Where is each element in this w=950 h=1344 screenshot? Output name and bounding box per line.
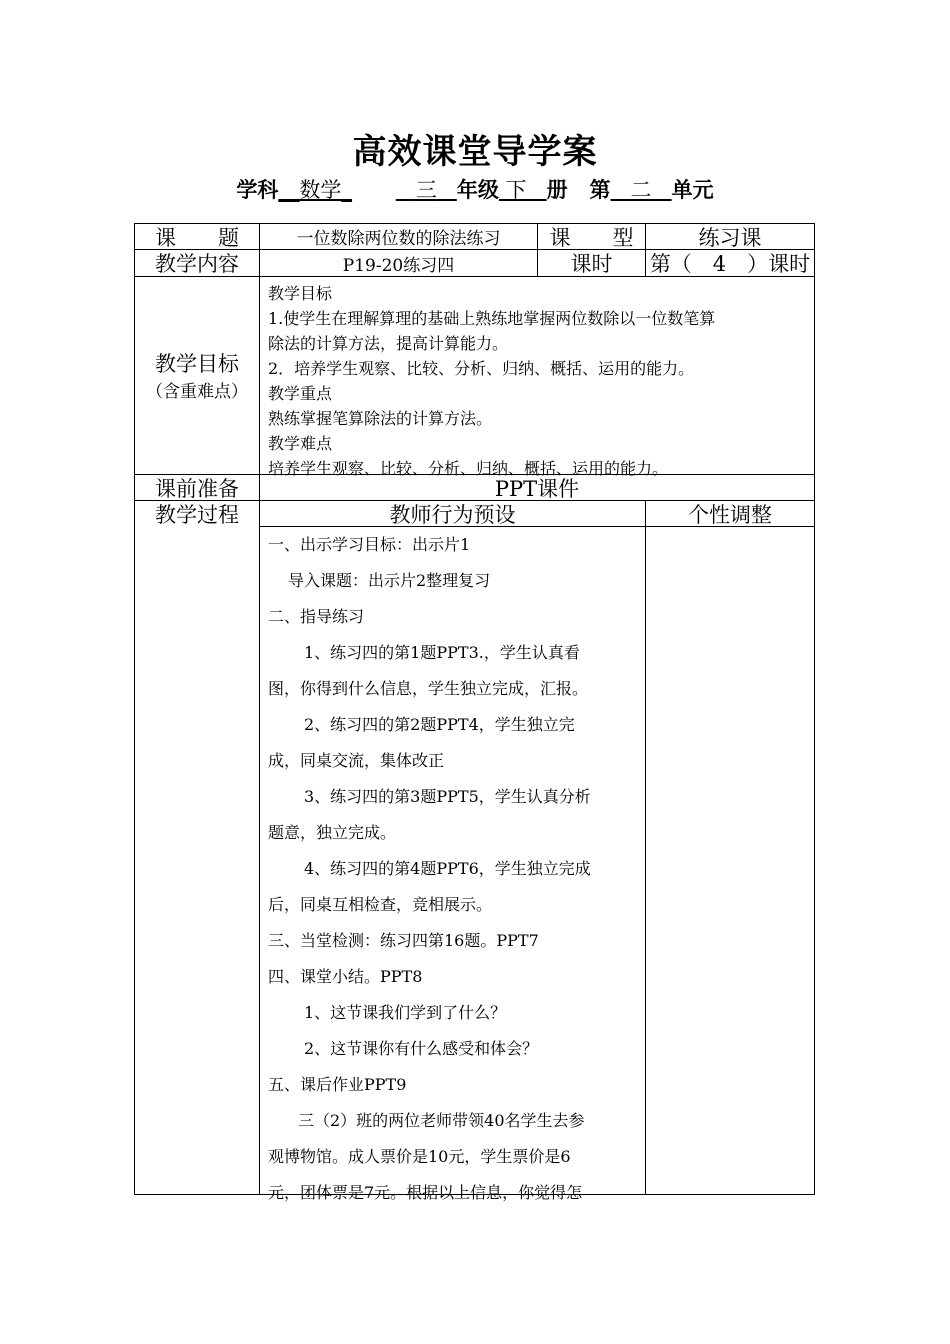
process-line: 观博物馆。成人票价是10元，学生票价是6	[268, 1147, 571, 1166]
process-text	[268, 527, 640, 1211]
subject-value: __数学_	[278, 178, 352, 202]
document-title: 高效课堂导学案	[352, 132, 598, 172]
objective-line: 1.使学生在理解算理的基础上熟练地掌握两位数除以一位数笔算	[268, 309, 716, 328]
process-line: 后，同桌互相检查，竞相展示。	[268, 895, 493, 914]
process-line: 2、这节课你有什么感受和体会？	[304, 1039, 539, 1058]
objective-line: 培养学生观察、比较、分析、归纳、概括、运用的能力。	[268, 459, 669, 478]
unit-label: 单元	[671, 178, 714, 202]
content-value: P19-20练习四	[342, 255, 455, 276]
adjust-header: 个性调整	[688, 502, 772, 527]
type-label: 课 型	[549, 225, 634, 250]
topic-label: 课 题	[155, 225, 239, 250]
process-line: 1、这节课我们学到了什么？	[304, 1003, 507, 1022]
objective-line: 熟练掌握笔算除法的计算方法。	[268, 409, 493, 428]
prep-label: 课前准备	[155, 476, 239, 501]
process-line: 成，同桌交流，集体改正	[268, 751, 445, 770]
objectives-sublabel: （含重难点）	[146, 381, 248, 402]
prep-value: PPT课件	[494, 476, 580, 501]
objective-line: 除法的计算方法，提高计算能力。	[268, 334, 509, 353]
unit-value: 二	[630, 178, 652, 202]
period-label: 课时	[570, 252, 613, 276]
process-line: 三（2）班的两位老师带领40名学生去参	[298, 1111, 585, 1130]
volume-value: 下	[505, 178, 527, 202]
process-line: 1、练习四的第1题PPT3.，学生认真看	[304, 643, 580, 662]
objective-line: 2．培养学生观察、比较、分析、归纳、概括、运用的能力。	[268, 359, 695, 378]
process-line: 2、练习四的第2题PPT4，学生独立完	[304, 715, 575, 734]
subtitle-line	[0, 174, 950, 204]
objective-line: 教学难点	[268, 434, 333, 453]
content-label: 教学内容	[155, 252, 239, 276]
process-line: 四、课堂小结。PPT8	[268, 967, 423, 986]
teacher-header: 教师行为预设	[389, 502, 516, 527]
process-line: 元，团体票是7元。根据以上信息，你觉得怎	[268, 1183, 583, 1202]
objective-line: 教学重点	[268, 384, 333, 403]
process-line: 题意，独立完成。	[268, 823, 397, 842]
volume-label: 册	[546, 178, 568, 202]
objective-line: 教学目标	[268, 284, 333, 303]
objectives-text	[268, 281, 813, 481]
unit-prefix: 第	[589, 178, 611, 202]
grade-value: 三	[415, 178, 437, 202]
subject-label: 学科	[236, 178, 279, 202]
process-line: 图，你得到什么信息，学生独立完成，汇报。	[268, 679, 589, 698]
process-line: 二、指导练习	[268, 607, 365, 626]
grade-label: 年级	[456, 178, 499, 202]
process-line: 一、出示学习目标：出示片1	[268, 535, 471, 554]
process-line: 五、课后作业PPT9	[268, 1075, 407, 1094]
topic-value: 一位数除两位数的除法练习	[296, 229, 501, 249]
process-line: 三、当堂检测：练习四第16题。PPT7	[268, 931, 539, 950]
objectives-label: 教学目标	[155, 352, 239, 376]
period-value: 第（ 4 ）课时	[649, 252, 811, 276]
process-label: 教学过程	[155, 502, 239, 527]
process-line: 4、练习四的第4题PPT6，学生独立完成	[304, 859, 591, 878]
process-line: 3、练习四的第3题PPT5，学生认真分析	[304, 787, 591, 806]
process-line: 导入课题：出示片2整理复习	[288, 571, 491, 590]
type-value: 练习课	[698, 225, 762, 250]
